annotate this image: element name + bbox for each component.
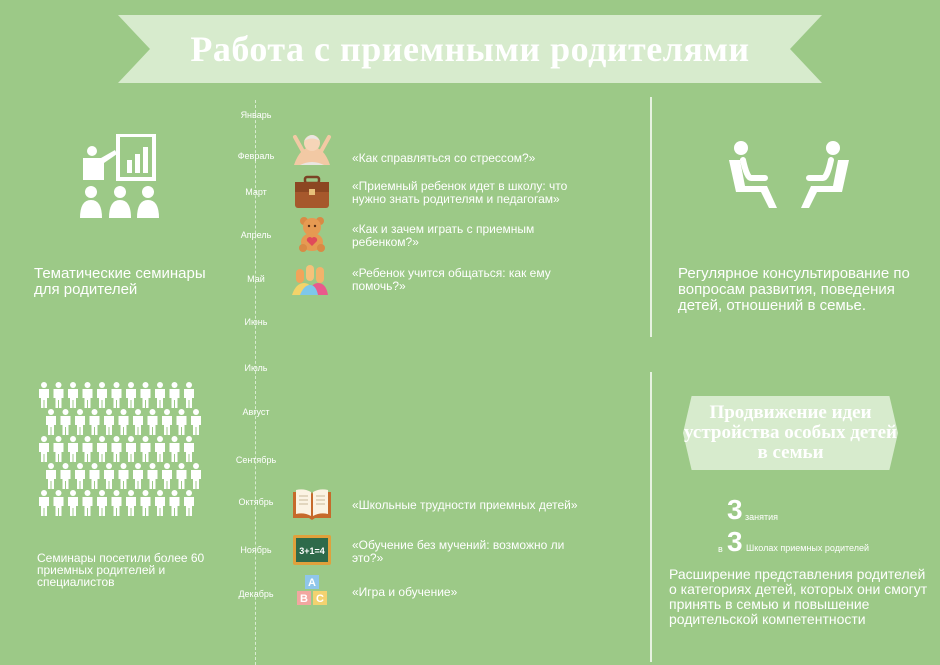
month-label: Май — [247, 274, 265, 284]
stat-label: занятия — [745, 512, 778, 522]
month-label: Январь — [240, 110, 272, 120]
children-group-icon — [292, 261, 332, 297]
block-letter: C — [316, 593, 324, 605]
consultation-text: Регулярное консультирование по вопросам развития, поведения детей, отношений в семье. — [678, 265, 910, 314]
open-book-icon — [292, 486, 332, 522]
seminars-text: Тематические семинары для родителей — [34, 265, 206, 298]
divider — [650, 97, 652, 337]
presentation-seminar-icon — [78, 134, 162, 220]
promotion-badge-text: Продвижение идеи устройства особых детей в семьи — [684, 402, 897, 463]
divider — [650, 372, 652, 662]
month-label: Октябрь — [238, 497, 274, 507]
block-letter: A — [308, 577, 316, 589]
chalkboard-text: 3+1=4 — [299, 546, 325, 556]
event-text: «Обучение без мучений: возможно ли это?» — [352, 538, 565, 565]
briefcase-icon — [292, 174, 332, 210]
stat-number: 3 — [727, 494, 743, 525]
chalkboard-icon — [292, 532, 332, 568]
month-label: Декабрь — [238, 589, 274, 599]
month-label: Июль — [244, 363, 268, 373]
event-text: «Как и зачем играть с приемным ребенком?» — [352, 222, 535, 249]
month-label: Июнь — [244, 317, 268, 327]
people-crowd-icon — [38, 382, 203, 522]
month-label: Ноябрь — [240, 545, 272, 555]
event-text: «Игра и обучение» — [352, 585, 458, 599]
block-letter: B — [300, 593, 308, 605]
consultation-icon — [725, 140, 853, 210]
month-label: Февраль — [237, 151, 275, 161]
event-text: «Приемный ребенок идет в школу: что нужно знать родителям и педагогам» — [352, 179, 568, 206]
event-text: «Как справляться со стрессом?» — [352, 151, 536, 165]
timeline-line — [255, 100, 256, 665]
teddy-bear-icon — [292, 216, 332, 252]
month-label: Сентябрь — [235, 455, 277, 465]
stat-number: 3 — [727, 526, 743, 557]
stat-prefix: в — [718, 544, 723, 554]
month-label: Март — [245, 187, 267, 197]
expansion-text: Расширение представления родителей о категориях детей, которых они смогут принять в семью и повышение родительской компетентности — [669, 566, 928, 627]
event-text: «Школьные трудности приемных детей» — [352, 498, 578, 512]
month-label: Апрель — [240, 230, 272, 240]
meditating-woman-icon — [292, 131, 332, 167]
abc-blocks-icon — [292, 574, 332, 610]
attendance-text: Семинары посетили более 60 приемных родителей и специалистов — [37, 551, 205, 589]
stat-label: Школах приемных родителей — [746, 543, 869, 553]
page-title: Работа с приемными родителями — [190, 29, 750, 69]
event-text: «Ребенок учится общаться: как ему помочь?» — [352, 266, 551, 293]
month-label: Август — [242, 407, 270, 417]
